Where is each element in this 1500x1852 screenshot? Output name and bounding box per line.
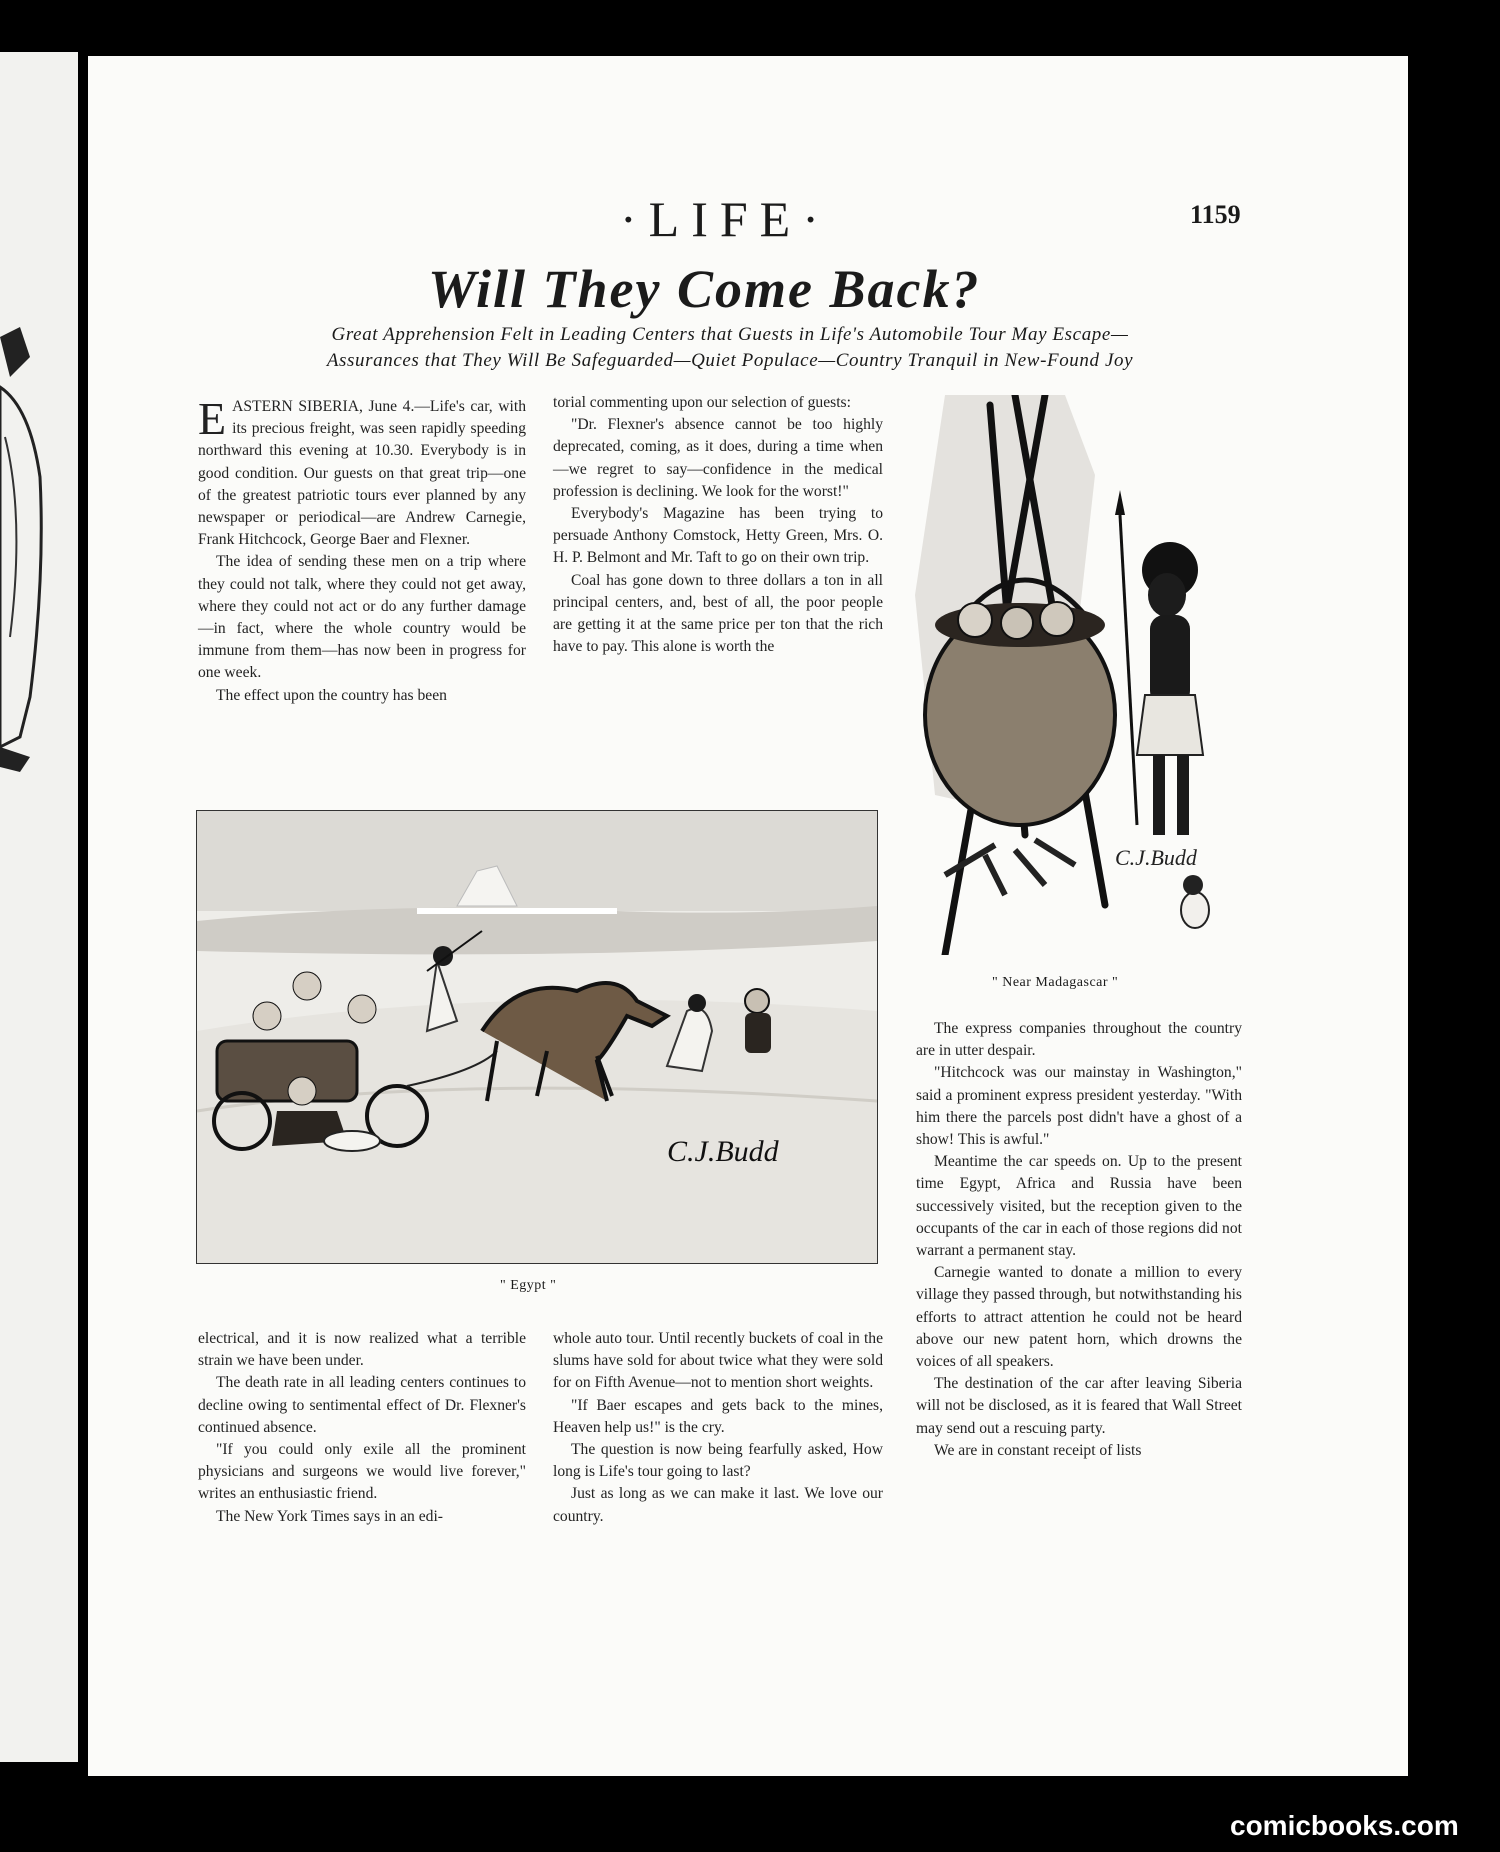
paragraph: torial commenting upon our selection of guests: [553,394,851,411]
drop-cap: E [198,393,227,444]
paragraph: Just as long as we can make it last. We love our country. [553,1485,883,1525]
column-2-top [553,392,883,658]
adjacent-page-illustration [0,317,78,797]
column-1-top [198,393,526,707]
paragraph: "If you could only exile all the prominent physicians and surgeons we would live forever," writes an enthusiastic friend. [198,1441,526,1503]
column-3 [916,1018,1242,1462]
paragraph: "If Baer escapes and gets back to the mines, Heaven help us!" is the cry. [553,1396,883,1436]
near-madagascar-illustration [905,395,1225,955]
paragraph: Carnegie wanted to donate a million to every village they passed through, but notwithstanding his efforts to attract attention he could not be heard above our new patent horn, which drowns the voices of all speakers. [916,1264,1242,1371]
paragraph: The express companies throughout the country are in utter despair. [916,1020,1242,1060]
paragraph: Everybody's Magazine has been trying to persuade Anthony Comstock, Hetty Green, Mrs. O. H. P. Belmont and Mr. Taft to go on their own trip. [553,505,883,567]
paragraph: The effect upon the country has been [216,686,447,704]
egypt-figure-frame [196,810,878,1264]
paragraph: The idea of sending these men on a trip where they could not talk, where they could not get away, where they could not act or do any further damage—in fact, where the whole country would be immune from them—has now been in progress for one week. [198,553,526,682]
paragraph: The death rate in all leading centers continues to decline owing to sentimental effect of Dr. Flexner's continued absence. [198,1374,526,1436]
paragraph: We are in constant receipt of lists [934,1441,1142,1459]
paragraph: The New York Times says in an edi- [216,1507,443,1525]
svg-text:C.J.Budd: C.J.Budd [1115,845,1197,870]
paragraph: electrical, and it is now realized what a terrible strain we have been under. [198,1330,526,1370]
subtitle-line-2: Assurances that They Will Be Safeguarded—Quiet Populace—Country Tranquil in New-Found Joy [326,350,1134,371]
paragraph: "Hitchcock was our mainstay in Washington," said a prominent express president yesterday. "With him there the parcels post didn't have a ghost of a show! This is awful." [916,1064,1242,1149]
adjacent-page [0,52,78,1762]
masthead: ·LIFE· [620,191,831,247]
page-number: 1159 [1190,200,1241,229]
svg-text:C.J.Budd: C.J.Budd [667,1135,779,1168]
paragraph: Meantime the car speeds on. Up to the present time Egypt, Africa and Russia have been successively visited, but the reception given to the occupants of the car in each of those regions did not warrant a permanent stay. [916,1153,1242,1260]
column-1-bottom [198,1328,526,1528]
subtitle-line-1: Great Apprehension Felt in Leading Centers that Guests in Life's Automobile Tour May Escape— [331,324,1129,345]
paragraph: The question is now being fearfully asked, How long is Life's tour going to last? [553,1441,883,1481]
column-2-bottom [553,1328,883,1528]
paragraph: EASTERN SIBERIA, June 4.—Life's car, with its precious freight, was seen rapidly speeding northward this evening at 10.30. Everybody is in good condition. Our guests on that great trip—one of the greatest patriotic tours ever planned by any newspaper or periodical—are Andrew Carnegie, Frank Hitchcock, George Baer and Flexner. [198,393,526,549]
egypt-caption: " Egypt " [500,1278,557,1293]
article-subtitle [240,322,1220,374]
article-title: Will They Come Back? [428,259,981,319]
egypt-illustration [197,811,877,1263]
paragraph: Coal has gone down to three dollars a ton in all principal centers, and, best of all, the poor people are getting it at the same price per ton that the rich have to pay. This alone is worth the [553,571,883,656]
paragraph: The destination of the car after leaving Siberia will not be disclosed, as it is feared that Wall Street may send out a rescuing party. [916,1375,1242,1437]
paragraph: "Dr. Flexner's absence cannot be too highly deprecated, coming, as it does, during a time when—we regret to say—confidence in the medical profession is declining. We look for the worst!" [553,416,883,500]
madagascar-caption: " Near Madagascar " [992,975,1119,990]
paragraph: whole auto tour. Until recently buckets of coal in the slums have sold for about twice what they were sold for on Fifth Avenue—not to mention short weights. [553,1330,883,1392]
site-watermark: comicbooks.com [1230,1810,1459,1841]
